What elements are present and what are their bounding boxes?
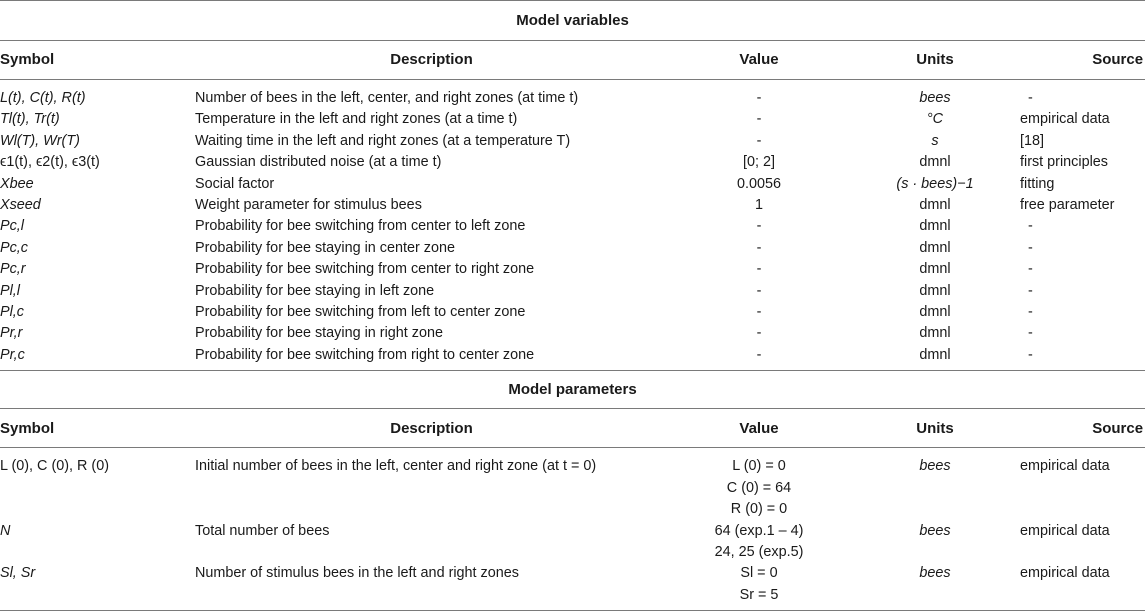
parameters-header-source: Source bbox=[1020, 409, 1145, 448]
source-cell: empirical data bbox=[1020, 522, 1110, 539]
description-cell: Weight parameter for stimulus bees bbox=[195, 197, 422, 214]
units-cell: s bbox=[931, 132, 939, 149]
units-cell: bees bbox=[919, 458, 951, 475]
description-cell: Social factor bbox=[195, 175, 275, 192]
source-cell: free parameter bbox=[1020, 197, 1115, 214]
description-cell: Probability for bee switching from center to right zone bbox=[195, 261, 535, 278]
source-cell: - bbox=[1028, 282, 1033, 299]
units-cell: dmnl bbox=[919, 261, 951, 278]
units-cell: bees bbox=[919, 90, 951, 106]
value-cell: - bbox=[756, 132, 762, 149]
description-cell: Probability for bee staying in right zone bbox=[195, 325, 443, 342]
variables-header-source: Source bbox=[1020, 41, 1145, 80]
table-row bbox=[0, 131, 1145, 152]
parameters-header-symbol: Symbol bbox=[0, 409, 195, 448]
description-cell: Number of stimulus bees in the left and right zones bbox=[195, 565, 519, 582]
variables-header-value: Value bbox=[668, 41, 850, 80]
value-cell: - bbox=[756, 282, 762, 299]
table-row bbox=[0, 456, 1145, 520]
value-cell bbox=[668, 521, 850, 564]
value-line: R (0) = 0 bbox=[730, 501, 788, 518]
source-cell: empirical data bbox=[1020, 458, 1110, 475]
table-row bbox=[0, 152, 1145, 173]
value-cell: - bbox=[756, 90, 762, 106]
units-cell: °C bbox=[926, 111, 944, 128]
source-cell: - bbox=[1028, 346, 1033, 363]
table-row bbox=[0, 238, 1145, 259]
value-line: L (0) = 0 bbox=[732, 458, 786, 475]
symbol-cell: Pc,c bbox=[0, 239, 28, 256]
source-cell: empirical data bbox=[1020, 111, 1110, 128]
units-cell: dmnl bbox=[919, 239, 951, 256]
symbol-cell: Xbee bbox=[0, 175, 34, 192]
table-row bbox=[0, 216, 1145, 237]
table-row bbox=[0, 88, 1145, 109]
table-row bbox=[0, 302, 1145, 323]
parameters-header-description: Description bbox=[195, 409, 668, 448]
value-cell bbox=[668, 563, 850, 606]
symbol-cell: Xseed bbox=[0, 197, 41, 214]
variables-header-units: Units bbox=[850, 41, 1020, 80]
variables-header-symbol: Symbol bbox=[0, 41, 195, 80]
units-cell: dmnl bbox=[919, 304, 951, 321]
symbol-cell: Pc,l bbox=[0, 218, 24, 235]
value-cell: [0; 2] bbox=[743, 154, 775, 171]
symbol-cell: L (0), C (0), R (0) bbox=[0, 458, 110, 475]
source-cell: fitting bbox=[1020, 175, 1055, 192]
table-row bbox=[0, 259, 1145, 280]
description-cell: Probability for bee switching from right to center zone bbox=[195, 346, 535, 363]
description-cell: Waiting time in the left and right zones (at a temperature T) bbox=[195, 132, 571, 149]
description-cell: Total number of bees bbox=[195, 522, 330, 539]
units-cell: (s · bees)−1 bbox=[896, 175, 974, 192]
source-cell: [18] bbox=[1020, 132, 1045, 149]
symbol-cell: L(t), C(t), R(t) bbox=[0, 90, 86, 106]
description-cell: Temperature in the left and right zones (at a time t) bbox=[195, 111, 518, 128]
units-cell: dmnl bbox=[919, 325, 951, 342]
description-cell: Probability for bee switching from center to left zone bbox=[195, 218, 526, 235]
source-cell: - bbox=[1028, 261, 1033, 278]
value-cell: - bbox=[756, 346, 762, 363]
source-cell: empirical data bbox=[1020, 565, 1110, 582]
description-cell: Number of bees in the left, center, and right zones (at time t) bbox=[195, 90, 579, 106]
table-row bbox=[0, 281, 1145, 302]
source-cell: - bbox=[1028, 218, 1033, 235]
value-line: C (0) = 64 bbox=[726, 479, 792, 496]
symbol-cell: Tl(t), Tr(t) bbox=[0, 111, 60, 128]
value-cell: - bbox=[756, 111, 762, 128]
table-row bbox=[0, 323, 1145, 344]
variables-section-title: Model variables bbox=[0, 1, 1145, 41]
value-line: 24, 25 (exp.5) bbox=[714, 543, 804, 560]
units-cell: dmnl bbox=[919, 197, 951, 214]
units-cell: bees bbox=[919, 522, 951, 539]
units-cell: bees bbox=[919, 565, 951, 582]
value-line: Sl = 0 bbox=[740, 565, 778, 582]
parameters-section-title: Model parameters bbox=[0, 371, 1145, 409]
symbol-cell: Pl,c bbox=[0, 304, 24, 321]
value-cell: - bbox=[756, 325, 762, 342]
source-cell: - bbox=[1028, 90, 1033, 106]
parameters-header-units: Units bbox=[850, 409, 1020, 448]
symbol-cell: Sl, Sr bbox=[0, 565, 36, 582]
description-cell: Probability for bee switching from left to center zone bbox=[195, 304, 526, 321]
value-line: 64 (exp.1 – 4) bbox=[714, 522, 804, 539]
units-cell: dmnl bbox=[919, 282, 951, 299]
symbol-cell: Wl(T), Wr(T) bbox=[0, 132, 80, 149]
value-cell: 0.0056 bbox=[736, 175, 781, 192]
value-cell: - bbox=[756, 304, 762, 321]
description-cell: Initial number of bees in the left, center and right zone (at t = 0) bbox=[195, 458, 597, 475]
units-cell: dmnl bbox=[919, 346, 951, 363]
description-cell: Probability for bee staying in left zone bbox=[195, 282, 435, 299]
units-cell: dmnl bbox=[919, 218, 951, 235]
source-cell: - bbox=[1028, 325, 1033, 342]
description-cell: Gaussian distributed noise (at a time t) bbox=[195, 154, 442, 171]
symbol-cell: Pl,l bbox=[0, 282, 20, 299]
symbol-cell: Pr,c bbox=[0, 346, 25, 363]
table-row bbox=[0, 563, 1145, 606]
table-row bbox=[0, 174, 1145, 195]
table-row bbox=[0, 521, 1145, 564]
value-cell: - bbox=[756, 218, 762, 235]
symbol-cell: N bbox=[0, 522, 11, 539]
value-cell: - bbox=[756, 239, 762, 256]
value-line: Sr = 5 bbox=[739, 586, 779, 603]
source-cell: first principles bbox=[1020, 154, 1108, 171]
parameters-header-value: Value bbox=[668, 409, 850, 448]
symbol-cell: ϵ1(t), ϵ2(t), ϵ3(t) bbox=[0, 154, 100, 171]
symbol-cell: Pc,r bbox=[0, 261, 26, 278]
table-row bbox=[0, 109, 1145, 130]
description-cell: Probability for bee staying in center zone bbox=[195, 239, 455, 256]
value-cell bbox=[668, 456, 850, 520]
units-cell: dmnl bbox=[919, 154, 951, 171]
table-row bbox=[0, 345, 1145, 366]
source-cell: - bbox=[1028, 239, 1033, 256]
table-row bbox=[0, 195, 1145, 216]
symbol-cell: Pr,r bbox=[0, 325, 23, 342]
value-cell: - bbox=[756, 261, 762, 278]
value-cell: 1 bbox=[754, 197, 763, 214]
source-cell: - bbox=[1028, 304, 1033, 321]
variables-header-description: Description bbox=[195, 41, 668, 80]
